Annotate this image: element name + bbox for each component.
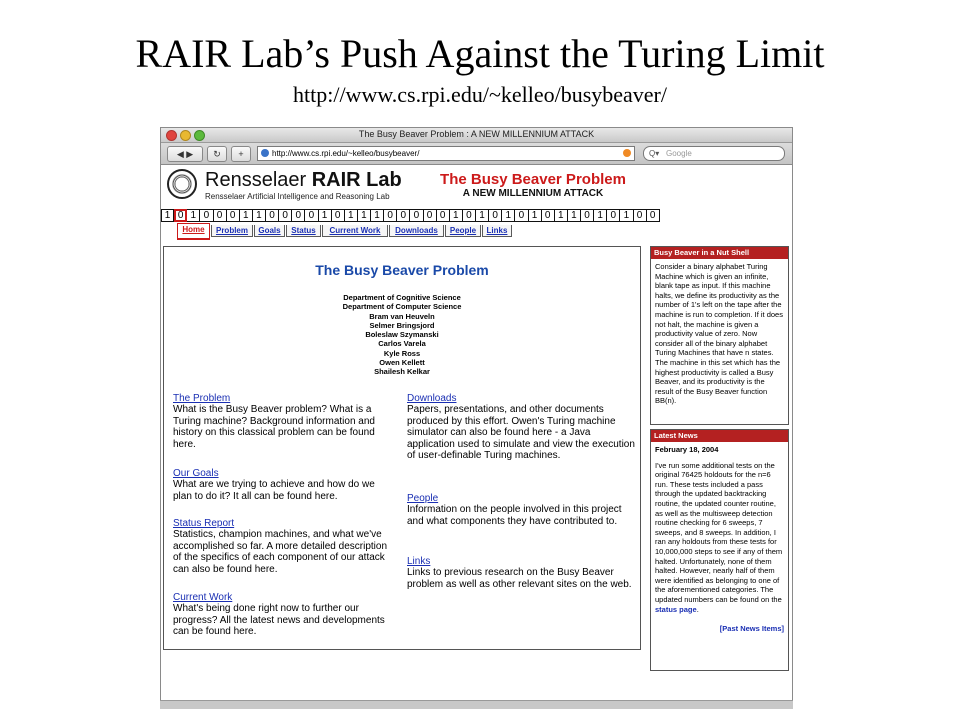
search-icon: Q▾: [649, 149, 660, 158]
main-content: [163, 246, 641, 650]
tape-cell: 0: [279, 209, 292, 222]
web-page: [161, 165, 792, 701]
credit-line: Department of Cognitive Science: [343, 293, 461, 302]
goals-link[interactable]: Our Goals: [173, 468, 219, 479]
browser-toolbar: [161, 143, 792, 165]
brand-subtitle: Rensselaer Artificial Intelligence and Reasoning Lab: [205, 192, 390, 201]
tape-cell: 0: [647, 209, 660, 222]
news-text: I've run some additional tests on the original 76425 holdouts for the n=6 run. These tests included a pass through the updated backtracking routine, the updated counter routine, as well as the multisweep detection routine checking for 6 sweeps, 7 sweeps, and 8 sweeps. In addition, I ran any holdouts from these tests for 10,000,000 steps to see if any of them halted. Unfortunately, none of them halted. However, nearly half of them were identified as belonging to one of the aforementioned categories. The updated numbers can be found on the: [655, 460, 783, 604]
next-window-edge: [160, 700, 793, 709]
tape-cell: 0: [607, 209, 620, 222]
credit-line: Selmer Bringsjord: [369, 320, 435, 330]
browser-window: [160, 127, 793, 702]
tab-downloads[interactable]: Downloads: [389, 225, 444, 237]
tape-cell: 0: [384, 209, 397, 222]
news-heading: Latest News: [651, 430, 788, 442]
tape-cell: 0: [200, 209, 213, 222]
news-box: [650, 429, 789, 671]
current-work-link[interactable]: Current Work: [173, 592, 233, 603]
search-input[interactable]: [643, 146, 785, 161]
status-text: Statistics, champion machines, and what we've accomplished so far. A more detailed description of the specifics of each component of our attack can also be found here.: [173, 529, 388, 575]
tab-goals[interactable]: Goals: [254, 225, 285, 237]
tab-links[interactable]: Links: [482, 225, 512, 237]
tape-cell: 1: [161, 209, 174, 222]
tape-cell: 0: [581, 209, 594, 222]
credit-line: Owen Kellett: [379, 358, 425, 368]
search-placeholder: Google: [666, 149, 692, 158]
tab-home[interactable]: Home: [177, 223, 210, 240]
news-date: February 18, 2004: [655, 445, 719, 454]
site-brand[interactable]: [205, 169, 402, 192]
tape-cell: 1: [319, 209, 332, 222]
tab-status[interactable]: Status: [286, 225, 321, 237]
goals-text: What are we trying to achieve and how do we plan to do it? It all can be found here.: [173, 479, 375, 502]
tape-cell: 1: [358, 209, 371, 222]
brand-bold: RAIR Lab: [306, 169, 402, 191]
tab-problem[interactable]: Problem: [211, 225, 253, 237]
add-bookmark-icon[interactable]: +: [231, 146, 251, 162]
slide-url: http://www.cs.rpi.edu/~kelleo/busybeaver/: [293, 82, 667, 107]
credit-line: Kyle Ross: [383, 348, 421, 358]
turing-tape: [161, 209, 792, 222]
news-body: [651, 442, 788, 637]
tape-cell: 0: [410, 209, 423, 222]
tape-cell: 1: [476, 209, 489, 222]
news-text-end: .: [696, 604, 699, 614]
rss-icon[interactable]: [623, 149, 631, 157]
tape-cell: 0: [424, 209, 437, 222]
credit-line: Carlos Varela: [378, 339, 426, 349]
tape-cell: 0: [515, 209, 528, 222]
tape-cell: 0: [437, 209, 450, 222]
tape-cell: 1: [187, 209, 200, 222]
reload-icon[interactable]: ↻: [207, 146, 227, 162]
tape-cell: 1: [371, 209, 384, 222]
address-text: http://www.cs.rpi.edu/~kelleo/busybeaver/: [272, 149, 420, 158]
tab-current-work[interactable]: Current Work: [322, 225, 388, 237]
links-text: Links to previous research on the Busy Beaver problem as well as other relevant sites on the web.: [407, 567, 632, 590]
site-subtitle: A NEW MILLENNIUM ATTACK: [462, 188, 604, 199]
back-forward-button[interactable]: ◀ ▶: [167, 146, 203, 162]
section-downloads: [407, 393, 635, 461]
tape-cell: 1: [240, 209, 253, 222]
tape-cell: 0: [397, 209, 410, 222]
current-work-text: What's being done right now to further our progress? All the latest news and developments can be found here.: [173, 603, 385, 638]
credit-line: Department of Computer Science: [342, 302, 462, 312]
problem-link[interactable]: The Problem: [173, 393, 231, 404]
tape-cell: 1: [502, 209, 515, 222]
credit-line: Shailesh Kelkar: [374, 367, 430, 377]
tape-cell: 0: [542, 209, 555, 222]
tape-cell: 1: [568, 209, 581, 222]
credits-list: [164, 293, 640, 377]
site-icon: [261, 149, 269, 157]
tape-cell: 0: [489, 209, 502, 222]
credit-line: Bram van Heuveln: [369, 311, 435, 321]
address-bar[interactable]: [257, 146, 635, 161]
section-people: [407, 493, 635, 527]
window-titlebar: [161, 128, 792, 143]
tape-cell: 0: [227, 209, 240, 222]
people-link[interactable]: People: [407, 493, 439, 504]
window-title: The Busy Beaver Problem : A NEW MILLENNIUM ATTACK: [358, 129, 595, 139]
section-goals: [173, 468, 395, 502]
tape-cell: 1: [253, 209, 266, 222]
section-current-work: [173, 592, 395, 638]
tape-cell: 0: [332, 209, 345, 222]
status-page-link[interactable]: status page: [655, 604, 697, 614]
tape-cell: 0: [634, 209, 647, 222]
nutshell-box: [650, 246, 789, 425]
people-text: Information on the people involved in this project and what components they have contributed to.: [407, 504, 622, 527]
credit-line: Boleslaw Szymanski: [365, 330, 439, 340]
nutshell-body: Consider a binary alphabet Turing Machine which is given an infinite, blank tape as input. If this machine halts, we define its productivity as the number of 1's left on the tape after the machine is run to completion. If it does not halt, the machine is given a productivity value of zero. Now consider all of the binary alphabet Turing Machines that have n states. The machine in this set which has the highest productivity is called a Busy Beaver, and its productivity is the result of the Busy Beaver function BB(n).: [655, 262, 783, 406]
downloads-link[interactable]: Downloads: [407, 393, 457, 404]
problem-text: What is the Busy Beaver problem? What is a Turing machine? Background information and history on this classical problem can be found here.: [173, 404, 375, 450]
tape-cell: 1: [594, 209, 607, 222]
section-problem: [173, 393, 395, 450]
rpi-seal-logo: [167, 169, 197, 199]
tape-cell: 1: [450, 209, 463, 222]
site-title: The Busy Beaver Problem: [440, 171, 626, 188]
main-title: The Busy Beaver Problem: [315, 262, 489, 278]
brand-name: Rensselaer: [205, 169, 307, 191]
tape-cell: 0: [463, 209, 476, 222]
section-status: [173, 518, 395, 575]
past-news-link[interactable]: [Past News Items]: [719, 624, 784, 634]
tape-cell: 0: [266, 209, 279, 222]
slide-title: RAIR Lab’s Push Against the Turing Limit: [135, 31, 825, 76]
tape-cell: 0: [292, 209, 305, 222]
status-link[interactable]: Status Report: [173, 518, 235, 529]
tape-cell: 1: [620, 209, 633, 222]
tape-head-cell: 0: [174, 209, 187, 222]
tape-cell: 0: [305, 209, 318, 222]
tape-cell: 1: [345, 209, 358, 222]
tape-cell: 1: [529, 209, 542, 222]
downloads-text: Papers, presentations, and other documents produced by this effort. Owen's Turing machine simulator can also be found here - a Java application used to simulate and view the execution of user-definable Turing machines.: [407, 404, 635, 462]
tape-cell: 1: [555, 209, 568, 222]
nutshell-heading: Busy Beaver in a Nut Shell: [651, 247, 788, 259]
tab-people[interactable]: People: [445, 225, 481, 237]
section-links: [407, 556, 635, 590]
links-link[interactable]: Links: [407, 556, 431, 567]
tape-cell: 0: [214, 209, 227, 222]
